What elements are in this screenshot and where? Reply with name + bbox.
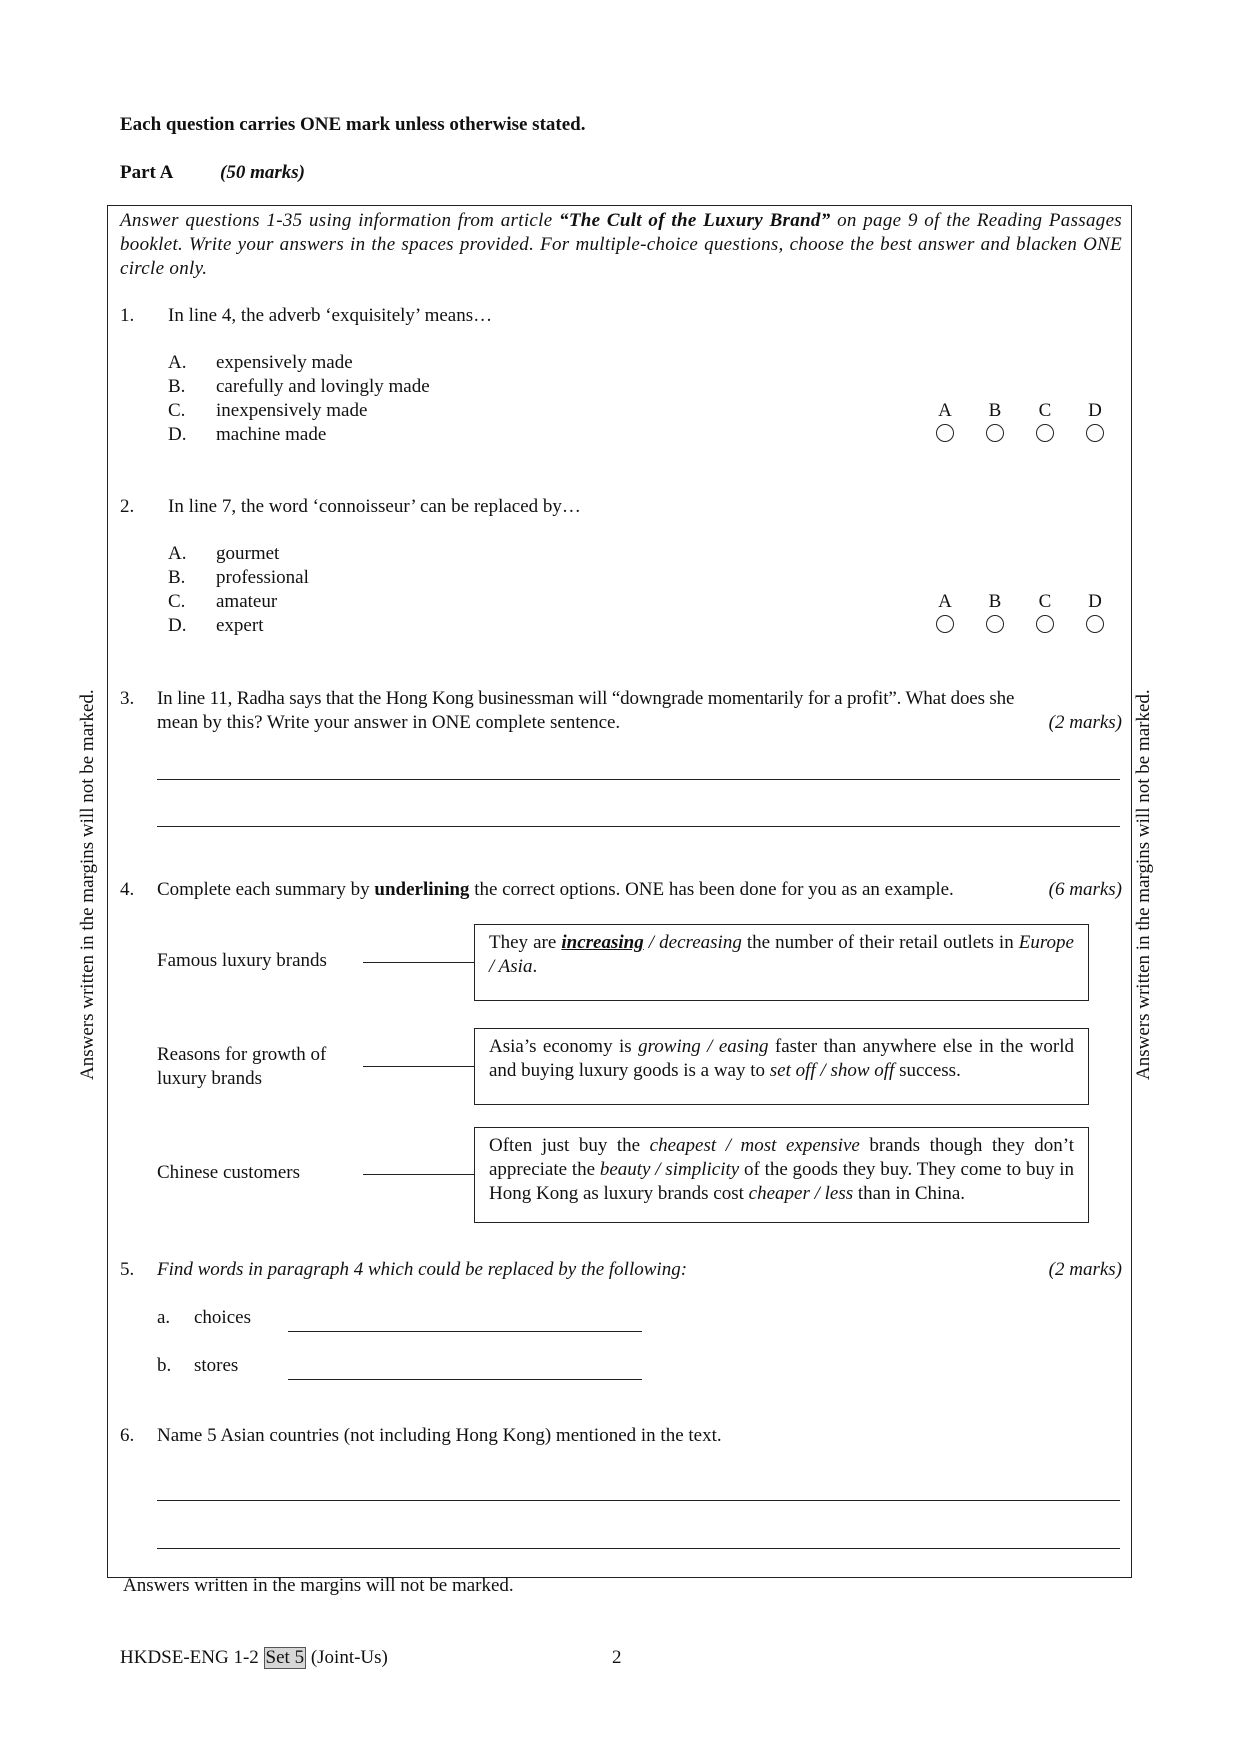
- option-choice[interactable]: cheapest / most expensive: [649, 1135, 860, 1156]
- summary-label-chinese-customers: Chinese customers: [157, 1162, 301, 1183]
- answer-line[interactable]: [157, 779, 1120, 780]
- summary-text: Often just buy the: [489, 1135, 650, 1156]
- option-choice[interactable]: set off / show off: [769, 1060, 895, 1081]
- question-number: 1.: [120, 305, 135, 326]
- bubble-label: D: [1088, 400, 1102, 421]
- question-text: In line 7, the word ‘connoisseur’ can be replaced by…: [168, 496, 581, 517]
- answer-bubble-b[interactable]: [986, 424, 1004, 442]
- summary-text: than in China.: [853, 1183, 966, 1204]
- question-text-part: the correct options. ONE has been done for you as an example.: [469, 879, 954, 900]
- question-number: 4.: [120, 879, 135, 900]
- bubble-label: C: [1038, 400, 1052, 421]
- option-text: inexpensively made: [216, 400, 368, 421]
- question-number: 3.: [120, 688, 135, 709]
- bubble-label: B: [988, 591, 1002, 612]
- summary-text: .: [532, 956, 538, 977]
- question-text-part: Complete each summary by: [157, 879, 375, 900]
- question-text-line-1: In line 11, Radha says that the Hong Kong businessman will “downgrade momentarily for a profit”. What does she: [157, 688, 1015, 709]
- option-text: expert: [216, 615, 264, 636]
- bubble-label: B: [988, 400, 1002, 421]
- option-text: gourmet: [216, 543, 280, 564]
- answer-line[interactable]: [157, 826, 1120, 827]
- item-word: stores: [194, 1355, 239, 1376]
- option-text: carefully and lovingly made: [216, 376, 430, 397]
- option-choice[interactable]: cheaper / less: [748, 1183, 854, 1204]
- summary-text: They are: [489, 932, 562, 953]
- paper-code-prefix: HKDSE-ENG 1-2: [120, 1647, 259, 1668]
- answer-bubble-d[interactable]: [1086, 615, 1104, 633]
- question-number: 6.: [120, 1425, 135, 1446]
- answer-bubble-d[interactable]: [1086, 424, 1104, 442]
- option-letter: C.: [168, 591, 186, 612]
- option-text: expensively made: [216, 352, 353, 373]
- summary-box-reasons-growth: [474, 1028, 1089, 1105]
- paper-code: [120, 1646, 388, 1670]
- option-text: amateur: [216, 591, 278, 612]
- option-separator: /: [643, 932, 660, 953]
- summary-text: success.: [894, 1060, 961, 1081]
- connector-line: [363, 962, 474, 963]
- summary-text: brands though they don’t appreciate the: [489, 1135, 1074, 1180]
- option-choice[interactable]: beauty / simplicity: [599, 1159, 740, 1180]
- option-choice[interactable]: growing / easing: [638, 1036, 769, 1057]
- part-label: Part A: [120, 162, 174, 183]
- option-choice[interactable]: decreasing: [659, 932, 742, 953]
- bubble-label: A: [938, 400, 952, 421]
- margin-warning-footer: Answers written in the margins will not be marked.: [123, 1575, 514, 1596]
- connector-line: [363, 1174, 474, 1175]
- question-marks: (2 marks): [1048, 712, 1122, 733]
- summary-text: faster than anywhere else in the world and buying luxury goods is a way to: [489, 1036, 1074, 1081]
- bubble-label: A: [938, 591, 952, 612]
- option-text: professional: [216, 567, 309, 588]
- question-marks: (2 marks): [1048, 1259, 1122, 1280]
- option-text: machine made: [216, 424, 327, 445]
- general-instruction: Each question carries ONE mark unless otherwise stated.: [120, 114, 586, 135]
- answer-bubble-c[interactable]: [1036, 424, 1054, 442]
- answer-bubble-b[interactable]: [986, 615, 1004, 633]
- connector-line: [363, 1066, 474, 1067]
- margin-warning-left: Answers written in the margins will not be marked.: [77, 689, 98, 1080]
- intro-prefix: Answer questions 1-35 using information from article: [120, 210, 560, 231]
- question-number: 5.: [120, 1259, 135, 1280]
- item-letter: b.: [157, 1355, 172, 1376]
- answer-bubble-c[interactable]: [1036, 615, 1054, 633]
- set-label: Set 5: [265, 1647, 305, 1668]
- question-text-emphasis: underlining: [374, 879, 470, 900]
- answer-bubble-a[interactable]: [936, 424, 954, 442]
- option-selected[interactable]: increasing: [561, 932, 644, 953]
- summary-box-famous-brands: [474, 924, 1089, 1001]
- part-marks: (50 marks): [220, 162, 305, 183]
- article-title: “The Cult of the Luxury Brand”: [559, 210, 831, 231]
- option-choice[interactable]: Europe / Asia: [489, 932, 1074, 977]
- option-letter: A.: [168, 352, 187, 373]
- intro-suffix: on page 9 of the Reading Passages booklet. Write your answers in the spaces provided. For multiple-choice questions, choose the best answer and blacken ONE circle only.: [120, 210, 1123, 279]
- paper-code-suffix: (Joint-Us): [310, 1647, 388, 1668]
- summary-text: the number of their retail outlets in: [741, 932, 1019, 953]
- option-letter: B.: [168, 567, 186, 588]
- answer-bubbles: [930, 399, 1110, 449]
- answer-bubbles: [930, 590, 1110, 640]
- question-text-line-2: mean by this? Write your answer in ONE complete sentence.: [157, 712, 621, 733]
- option-letter: A.: [168, 543, 187, 564]
- bubble-label: D: [1088, 591, 1102, 612]
- item-letter: a.: [157, 1307, 171, 1328]
- answer-line[interactable]: [157, 1548, 1120, 1549]
- option-letter: D.: [168, 424, 187, 445]
- option-letter: B.: [168, 376, 186, 397]
- question-text: Name 5 Asian countries (not including Hong Kong) mentioned in the text.: [157, 1425, 722, 1446]
- answer-line-stores[interactable]: [288, 1379, 642, 1380]
- question-text: Find words in paragraph 4 which could be replaced by the following:: [157, 1259, 688, 1280]
- item-word: choices: [194, 1307, 251, 1328]
- option-letter: D.: [168, 615, 187, 636]
- summary-text: Asia’s economy is: [489, 1036, 639, 1057]
- section-instructions: [120, 209, 1122, 281]
- summary-text: of the goods they buy. They come to buy in Hong Kong as luxury brands cost: [489, 1159, 1075, 1204]
- question-text: In line 4, the adverb ‘exquisitely’ means…: [168, 305, 493, 326]
- question-number: 2.: [120, 496, 135, 517]
- summary-label-reasons-growth: Reasons for growth of luxury brands: [157, 1044, 327, 1089]
- bubble-label: C: [1038, 591, 1052, 612]
- question-text: [157, 878, 954, 902]
- summary-box-chinese-customers: [474, 1127, 1089, 1223]
- answer-line[interactable]: [157, 1500, 1120, 1501]
- option-letter: C.: [168, 400, 186, 421]
- question-marks: (6 marks): [1048, 879, 1122, 900]
- summary-label-famous-brands: Famous luxury brands: [157, 950, 327, 971]
- answer-bubble-a[interactable]: [936, 615, 954, 633]
- margin-warning-right: Answers written in the margins will not be marked.: [1133, 689, 1154, 1080]
- page-number: 2: [612, 1647, 622, 1668]
- answer-line-choices[interactable]: [288, 1331, 642, 1332]
